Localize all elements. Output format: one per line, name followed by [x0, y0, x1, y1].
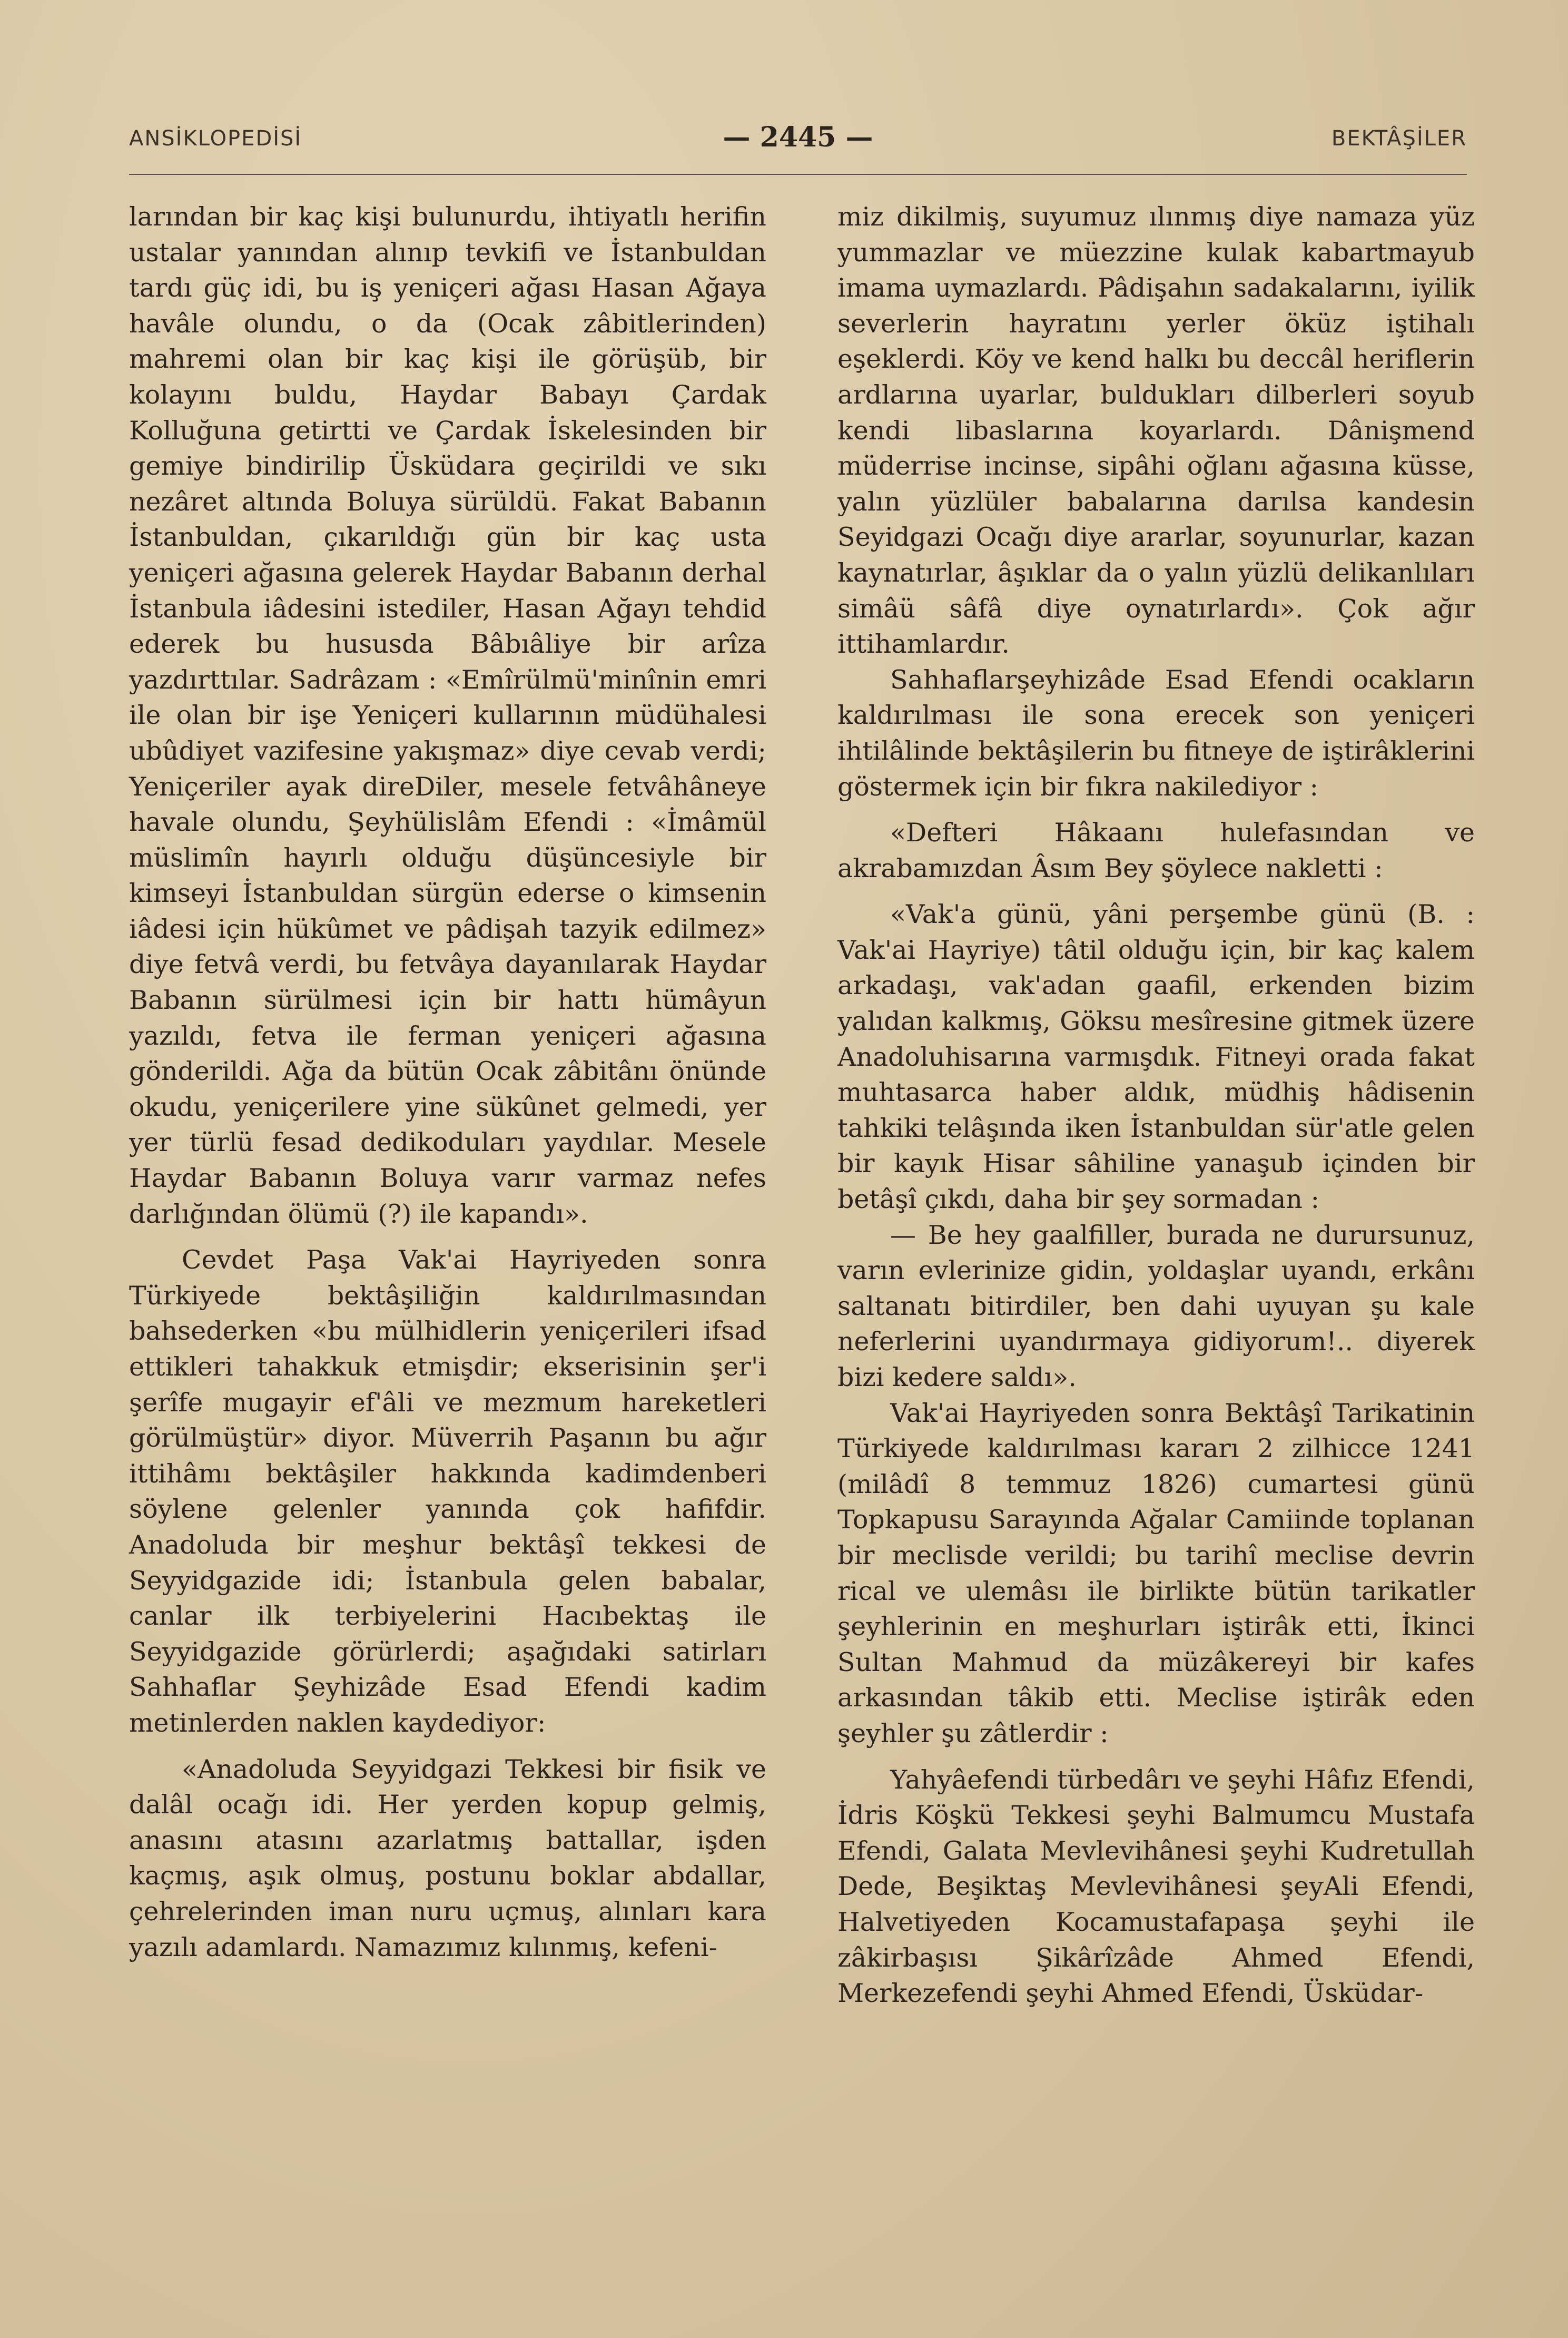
header-rule	[129, 174, 1467, 175]
right-paragraph-5: — Be hey gaalfiller, burada ne durursunuz, varın evlerinize gidin, yoldaşlar uyandı, erkânı saltanatı bitirdiler, ben dahi uyuyan şu kale neferlerini uyandırmaya gidiyorum!.. diyerek bizi kedere saldı».	[837, 1220, 1475, 1392]
running-head-right: BEKTÂŞİLER	[1331, 126, 1467, 151]
running-head-left: ANSİKLOPEDİSİ	[129, 126, 302, 151]
page-number: — 2445 —	[723, 121, 873, 153]
page-header	[129, 117, 1467, 164]
left-paragraph-2: Cevdet Paşa Vak'ai Hayriyeden sonra Türkiyede bektâşiliğin kaldırılmasından bahsederken «bu mülhidlerin yeniçerileri ifsad ettikleri tahakkuk etmişdir; ekserisinin şer'i şerîfe mugayir ef'âli ve mezmum hareketleri görülmüştür» diyor. Müverrih Paşanın bu ağır ittihâmı bektâşiler hakkında kadimdenberi söylene gelenler yanında çok hafifdir. Anadoluda bir meşhur bektâşî tekkesi de Seyyidgazide idi; İstanbula gelen babalar, canlar ilk terbiyelerini Hacıbektaş ile Seyyidgazide görürlerdi; aşağıdaki satirları Sahhaflar Şeyhizâde Esad Efendi kadim metinlerden naklen kaydediyor:	[129, 1245, 766, 1738]
right-paragraph-2: Sahhaflarşeyhizâde Esad Efendi ocakların kaldırılması ile sona erecek son yeniçeri ihtilâlinde bektâşilerin bu fitneye de iştirâklerini göstermek için bir fıkra nakilediyor :	[837, 664, 1475, 802]
right-paragraph-6: Vak'ai Hayriyeden sonra Bektâşî Tarikatinin Türkiyede kaldırılması kararı 2 zilhicce 1241 (milâdî 8 temmuz 1826) cumartesi günü Topkapusu Sarayında Ağalar Camiinde toplanan bir meclisde verildi; bu tarihî meclise devrin rical ve ulemâsı ile birlikte bütün tarikatler şeyhlerinin en meşhurları iştirâk etti, İkinci Sultan Mahmud da müzâkereyi bir kafes arkasından tâkib etti. Meclise iştirâk eden şeyhler şu zâtlerdir :	[837, 1398, 1475, 1748]
left-paragraph-1: larından bir kaç kişi bulunurdu, ihtiyatlı herifin ustalar yanından alınıp tevkifi ve İstanbuldan tardı güç idi, bu iş yeniçeri ağası Hasan Ağaya havâle olundu, o da (Ocak zâbitlerinden) mahremi olan bir kaç kişi ile görüşüb, bir kolayını buldu, Haydar Babayı Çardak Kolluğuna getirtti ve Çardak İskelesinden bir gemiye bindirilip Üsküdara geçirildi ve sıkı nezâret altında Boluya sürüldü. Fakat Babanın İstanbuldan, çıkarıldığı gün bir kaç usta yeniçeri ağasına gelerek Haydar Babanın derhal İstanbula iâdesini istediler, Hasan Ağayı tehdid ederek bu hususda Bâbıâliye bir arîza yazdırttılar. Sadrâzam : «Emîrülmü'minînin emri ile olan bir işe Yeniçeri kullarının müdühalesi ubûdiyet vazifesine yakışmaz» diye cevab verdi; Yeniçeriler ayak direDiler, mesele fetvâhâneye havale olundu, Şeyhülislâm Efendi : «İmâmül müslimîn hayırlı olduğu düşüncesiyle bir kimseyi İstanbuldan sürgün ederse o kimsenin iâdesi için hükûmet ve pâdişah tazyik edilmez» diye fetvâ verdi, bu fetvâya dayanılarak Haydar Babanın sürülmesi için bir hattı hümâyun yazıldı, fetva ile ferman yeniçeri ağasına gönderildi. Ağa da bütün Ocak zâbitânı önünde okudu, yeniçerilere yine sükûnet gelmedi, yer yer türlü fesad dedikoduları yaydılar. Mesele Haydar Babanın Boluya varır varmaz nefes darlığından ölümü (?) ile kapandı».	[129, 202, 766, 1229]
right-column	[837, 199, 1475, 2011]
right-paragraph-3: «Defteri Hâkaanı hulefasından ve akrabamızdan Âsım Bey şöylece nakletti :	[837, 818, 1475, 883]
right-paragraph-7: Yahyâefendi türbedârı ve şeyhi Hâfız Efendi, İdris Köşkü Tekkesi şeyhi Balmumcu Mustafa Efendi, Galata Mevlevihânesi şeyhi Kudretullah Dede, Beşiktaş Mevlevihânesi şeyAli Efendi, Halvetiyeden Kocamustafapaşa şeyhi ile zâkirbaşısı Şikârîzâde Ahmed Efendi, Merkezefendi şeyhi Ahmed Efendi, Üsküdar-	[837, 1764, 1475, 2009]
left-column	[129, 199, 766, 1965]
left-paragraph-3: «Anadoluda Seyyidgazi Tekkesi bir fisik ve dalâl ocağı idi. Her yerden kopup gelmiş, anasını atasını azarlatmış battallar, işden kaçmış, aşık olmuş, postunu boklar abdallar, çehrelerinden iman nuru uçmuş, alınları kara yazılı adamlardı. Namazımız kılınmış, kefeni-	[129, 1754, 766, 1962]
right-paragraph-4: «Vak'a günü, yâni perşembe günü (B. : Vak'ai Hayriye) tâtil olduğu için, bir kaç kalem arkadaşı, vak'adan gaafil, erkenden bizim yalıdan kalkmış, Göksu mesîresine gitmek üzere Anadoluhisarına varmışdık. Fitneyi orada fakat muhtasarca haber aldık, müdhiş hâdisenin tahkiki telâşında iken İstanbuldan sür'atle gelen bir kayık Hisar sâhiline yanaşub içinden bir betâşî çıkdı, daha bir şey sormadan :	[837, 899, 1475, 1215]
right-paragraph-1: miz dikilmiş, suyumuz ılınmış diye namaza yüz yummazlar ve müezzine kulak kabartmayub imama uymazlardı. Pâdişahın sadakalarını, iyilik severlerin hayratını yerler öküz iştihalı eşeklerdi. Köy ve kend halkı bu deccâl heriflerin ardlarına uyarlar, buldukları dilberleri soyub kendi libaslarına koyarlardı. Dânişmend müderrise incinse, sipâhi oğlanı ağasına küsse, yalın yüzlüler babalarına darılsa kandesin Seyidgazi Ocağı diye ararlar, soyunurlar, kazan kaynatırlar, âşıklar da o yalın yüzlü delikanlıları simâü sâfâ diye oynatırlardı». Çok ağır ittihamlardır.	[837, 202, 1475, 660]
